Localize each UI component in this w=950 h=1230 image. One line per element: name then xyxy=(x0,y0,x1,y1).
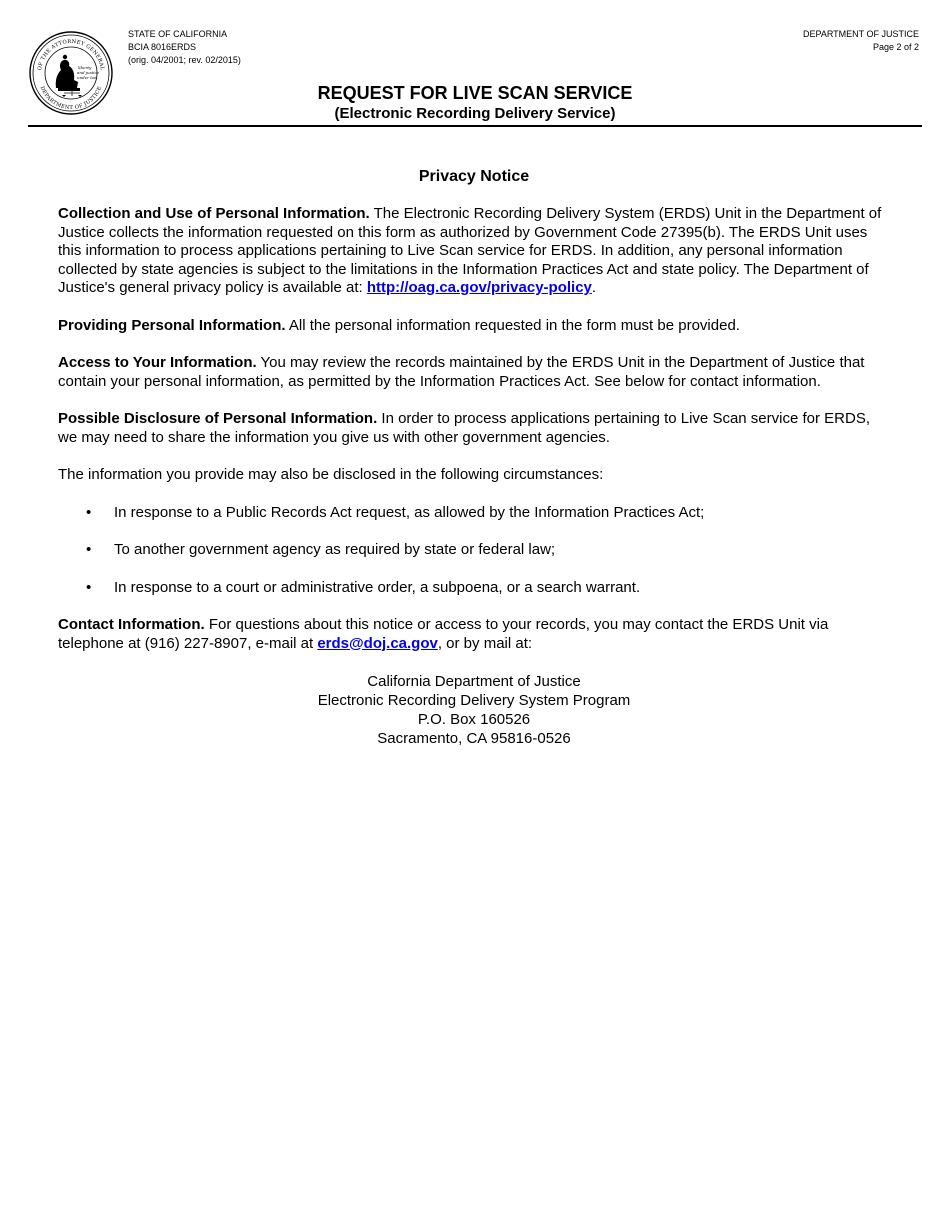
privacy-policy-link[interactable]: http://oag.ca.gov/privacy-policy xyxy=(366,279,592,296)
circumstances-list xyxy=(58,504,890,598)
bullet-icon: • xyxy=(86,578,92,596)
page-number: Page 2 of 2 xyxy=(872,42,919,52)
address-line-3: P.O. Box 160526 xyxy=(417,711,531,728)
providing-text: All the personal information requested in the form must be provided. xyxy=(285,316,740,334)
address-line-4: Sacramento, CA 95816-0526 xyxy=(377,730,571,747)
contact-heading: Contact Information. xyxy=(58,616,205,633)
bullet-icon: • xyxy=(86,541,92,558)
bullet-icon: • xyxy=(86,503,92,521)
disclosure-heading: Possible Disclosure of Personal Information. xyxy=(58,410,378,427)
providing-paragraph xyxy=(58,317,890,336)
access-heading: Access to Your Information. xyxy=(58,354,257,371)
list-item xyxy=(58,504,890,523)
list-item-text: In response to a court or administrative order, a subpoena, or a search warrant. xyxy=(114,578,641,596)
svg-text:liberty: liberty xyxy=(78,65,92,70)
access-paragraph xyxy=(58,354,890,391)
notice-title: Privacy Notice xyxy=(418,168,530,185)
header-divider xyxy=(28,125,922,127)
collection-trailing: . xyxy=(591,279,597,296)
address-line-2: Electronic Recording Delivery System Program xyxy=(317,692,631,709)
page-subtitle: (Electronic Recording Delivery Service) xyxy=(334,105,616,122)
disclosure-text: In order to process applications pertaining to Live Scan service for ERDS, we may need to share the information you give us with other government agencies. xyxy=(58,410,870,446)
providing-heading: Providing Personal Information. xyxy=(58,316,286,334)
list-item-text: To another government agency as required by state or federal law; xyxy=(114,541,556,558)
form-revision: (orig. 04/2001; rev. 02/2015) xyxy=(128,55,241,65)
page-title: REQUEST FOR LIVE SCAN SERVICE xyxy=(317,83,633,103)
list-item-text: In response to a Public Records Act request, as allowed by the Information Practices Act; xyxy=(114,503,705,521)
form-id: BCIA 8016ERDS xyxy=(128,42,197,52)
circumstances-intro: The information you provide may also be disclosed in the following circumstances: xyxy=(58,466,604,483)
svg-text:and justice: and justice xyxy=(77,70,100,75)
state-label: STATE OF CALIFORNIA xyxy=(128,29,228,39)
svg-text:DEPARTMENT OF JUSTICE: DEPARTMENT OF JUSTICE xyxy=(38,85,104,112)
collection-paragraph xyxy=(58,205,890,298)
email-link[interactable]: erds@doj.ca.gov xyxy=(317,634,438,652)
department-info xyxy=(803,28,919,54)
svg-text:OF THE ATTORNEY GENERAL: OF THE ATTORNEY GENERAL xyxy=(37,38,105,71)
access-text: You may review the records maintained by the ERDS Unit in the Department of Justice that contain your personal information, as permitted by the Information Practices Act. See below for contact information. xyxy=(58,354,865,390)
mailing-address xyxy=(58,672,890,748)
disclosure-paragraph xyxy=(58,410,890,447)
title-block xyxy=(0,83,950,123)
contact-paragraph xyxy=(58,616,890,653)
list-item xyxy=(58,541,890,560)
svg-text:under law: under law xyxy=(77,75,98,80)
department-label: DEPARTMENT OF JUSTICE xyxy=(802,29,919,39)
contact-trailing: , or by mail at: xyxy=(437,634,533,652)
collection-heading: Collection and Use of Personal Information. xyxy=(58,205,370,222)
contact-text: For questions about this notice or access to your records, you may contact the ERDS Unit via telephone at (916) 227-8907, e-mail at xyxy=(58,616,829,652)
collection-text: The Electronic Recording Delivery System (ERDS) Unit in the Department of Justice collects the information requested on this form as authorized by Government Code 27395(b). The ERDS Unit uses this information to process applications pertaining to Live Scan service for ERDS. In addition, any personal information collected by state agencies is subject to the limitations in the Information Practices Act and state policy. The Department of Justice's general privacy policy is available at: xyxy=(58,205,882,296)
privacy-notice xyxy=(58,166,890,748)
form-info xyxy=(128,28,241,67)
list-item xyxy=(58,579,890,598)
address-line-1: California Department of Justice xyxy=(367,673,581,690)
